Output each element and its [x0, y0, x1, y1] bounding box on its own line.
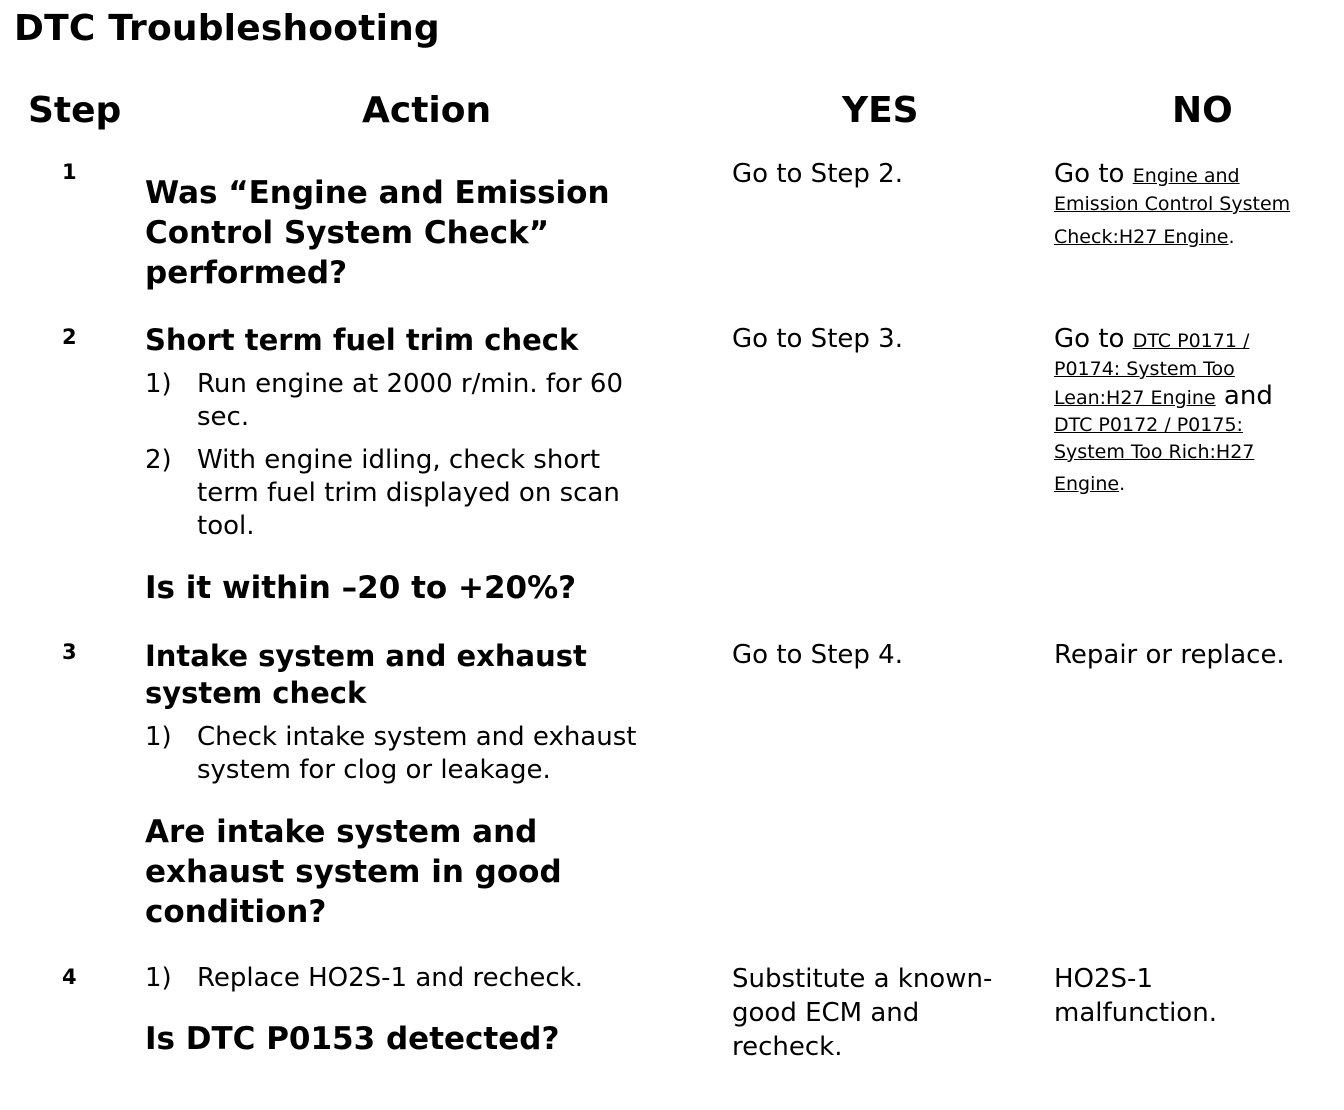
step-question: Are intake system and exhaust system in good condition?: [145, 814, 562, 930]
step-number: 1: [62, 160, 77, 184]
substep: 1) Run engine at 2000 r/min. for 60 sec.: [145, 369, 623, 432]
step-yes: Go to Step 4.: [732, 640, 903, 670]
step-number: 2: [62, 325, 77, 349]
link-dtc-p0172[interactable]: DTC P0172 / P0175:: [1054, 414, 1243, 436]
step-question: Is DTC P0153 detected?: [145, 1021, 560, 1057]
link-dtc-p0171[interactable]: DTC P0171 /: [1132, 330, 1250, 352]
step-no: HO2S-1 malfunction.: [1054, 964, 1217, 1028]
header-action: Action: [362, 90, 492, 131]
step-no: Go to DTC P0171 /: [1054, 324, 1250, 354]
step-no-link-continued: Emission Control System Check:H27 Engine.: [1054, 193, 1291, 248]
step-question: Is it within –20 to +20%?: [145, 570, 577, 606]
link-dtc-p0171-2[interactable]: P0174: System Too: [1054, 358, 1235, 380]
substep: 1) Check intake system and exhaust system for clog or leakage.: [145, 722, 637, 785]
link-dtc-p0171-3[interactable]: Lean:H27 Engine: [1054, 387, 1216, 409]
header-no: NO: [1172, 90, 1233, 131]
step-no-link-continued: P0174: System Too Lean:H27 Engine and DTC P0172 / P0175: System Too Rich:H27 Engine.: [1054, 358, 1273, 495]
step-no: Repair or replace.: [1054, 640, 1285, 670]
step-heading: Short term fuel trim check: [145, 323, 579, 357]
link-engine-emission-check[interactable]: Engine and: [1132, 165, 1240, 187]
step-yes: Substitute a known- good ECM and recheck.: [732, 964, 993, 1062]
step-yes: Go to Step 2.: [732, 159, 903, 189]
step-question: Was “Engine and Emission Control System Check” performed?: [145, 175, 610, 291]
link-engine-emission-check-3[interactable]: Check:H27 Engine: [1054, 226, 1229, 248]
step-number: 3: [62, 640, 77, 664]
step-yes: Go to Step 3.: [732, 324, 903, 354]
link-dtc-p0172-3[interactable]: Engine: [1054, 473, 1120, 495]
page-title: DTC Troubleshooting: [14, 8, 440, 49]
substep: 2) With engine idling, check short term fuel trim displayed on scan tool.: [145, 445, 620, 541]
substep: 1) Replace HO2S-1 and recheck.: [145, 963, 584, 993]
step-no: Go to Engine and: [1054, 159, 1240, 189]
header-step: Step: [28, 90, 122, 131]
link-engine-emission-check-2[interactable]: Emission Control System: [1054, 193, 1291, 215]
link-dtc-p0172-2[interactable]: System Too Rich:H27: [1054, 441, 1255, 463]
step-heading: Intake system and exhaust system check: [145, 639, 587, 710]
header-yes: YES: [842, 90, 919, 131]
step-number: 4: [62, 965, 77, 989]
